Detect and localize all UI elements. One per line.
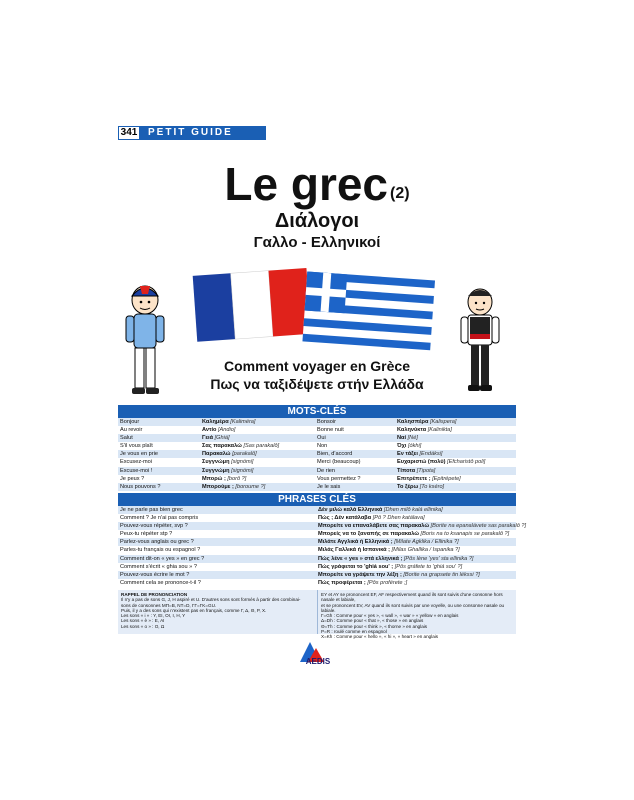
- table-row: [118, 426, 516, 434]
- pronunciation-left-column: [118, 590, 317, 634]
- greek-word: Μπορώ ;: [202, 475, 226, 482]
- table-row: [118, 450, 516, 458]
- transliteration: [Kaliméra]: [230, 419, 256, 425]
- table-row: [118, 514, 516, 522]
- pronunciation-line: Γ=Gh : Comme pour « yes », « wall », « war » « yellow » en anglais: [321, 613, 459, 619]
- transliteration: [ókhi]: [407, 443, 422, 450]
- greek-phrase: Μπορείτε να επαναλάβετε σας παρακαλώ: [318, 523, 430, 530]
- mots-cles-table: [118, 418, 516, 491]
- greek-word-cell: [200, 426, 315, 434]
- pronunciation-heading: RAPPEL DE PRONONCIATION: [121, 592, 188, 597]
- greek-flag: [302, 272, 435, 351]
- french-word: Je vous en prie: [120, 451, 158, 458]
- transliteration: [Pô ? Dhen katálava]: [372, 515, 425, 522]
- french-word: Au revoir: [120, 427, 143, 434]
- greek-word: Γειά: [202, 435, 214, 442]
- greek-word: Καλησπέρα: [397, 419, 429, 425]
- pronunciation-line: Il n'y a pas de sons G, J, H aspiré et U. D'autres sons sont formés à partir des combinai-: [121, 597, 301, 603]
- table-row: [118, 571, 516, 579]
- table-row: [118, 555, 516, 563]
- greek-word: Συγγνώμη: [202, 459, 230, 466]
- table-row: [118, 546, 516, 554]
- greek-phrase: Πώς προφέρεται ;: [318, 579, 366, 586]
- greek-word: Όχι: [397, 443, 407, 450]
- pronunciation-line: Les sons « è » : Ε, ΑΙ: [121, 618, 165, 624]
- guide-header-bar: [118, 126, 266, 140]
- greek-word: Μπορούμε ;: [202, 483, 234, 490]
- transliteration: [Borite na epanalávete sas parakalô ?]: [430, 523, 527, 530]
- greek-phrase-cell: [316, 530, 516, 538]
- greek-phrase-cell: [316, 579, 516, 587]
- french-word: Bonne nuit: [317, 427, 344, 434]
- french-word: De rien: [317, 467, 336, 474]
- transliteration: [Ghiá]: [214, 435, 230, 442]
- greek-word-cell: [200, 458, 315, 466]
- greek-word: Σας παρακαλώ: [202, 443, 242, 450]
- french-word: Merci (beaucoup): [317, 459, 361, 466]
- greek-phrase: Δέν μιλώ καλά Ελληνικά: [318, 507, 383, 513]
- greek-phrase: Μιλάς Γαλλικά ή Ισπανικά ;: [318, 547, 391, 554]
- greek-phrase: Πώς ; Δέν κατάλαβα: [318, 515, 372, 522]
- transliteration: [Milas Ghallika / Ispanika ?]: [391, 547, 460, 554]
- greek-phrase-cell: [316, 538, 516, 546]
- table-row: [118, 483, 516, 491]
- transliteration: [borô ?]: [227, 475, 247, 482]
- table-row: [118, 418, 516, 426]
- french-phrase: Parlez-vous anglais ou grec ?: [120, 539, 194, 546]
- transliteration: [Né]: [407, 435, 418, 442]
- transliteration: [parakalô]: [232, 451, 257, 458]
- french-word: Bonjour: [120, 419, 140, 425]
- french-word: Bien, d'accord: [317, 451, 353, 458]
- table-row: [118, 434, 516, 442]
- subtitle-greek-2: Γαλλο - Ελληνικοί: [253, 234, 381, 251]
- transliteration: [Boris na to ksanapis se parakalô ?]: [420, 531, 510, 538]
- svg-text:AEDIS: AEDIS: [305, 657, 331, 666]
- pronunciation-line: et se prononcent EV, AV quand ils sont suivis par une voyelle, ou une consonne nasale ou labiale.: [321, 602, 505, 613]
- transliteration: [Efcharistô poli]: [447, 459, 486, 466]
- greek-word-cell: [395, 418, 516, 426]
- transliteration: [signómi]: [231, 467, 254, 474]
- transliteration: [Pôs lène 'yes' sta ellinika ?]: [403, 555, 474, 562]
- table-row: [118, 522, 527, 530]
- greek-phrase-cell: [316, 506, 516, 514]
- greek-word: Ευχαριστώ (πολύ): [397, 459, 446, 466]
- greek-phrase: Πώς λένε « yes » στά ελληνικά ;: [318, 555, 403, 562]
- french-word: Salut: [120, 435, 133, 442]
- greek-word-cell: [395, 483, 516, 491]
- transliteration: [Endáksi]: [419, 451, 443, 458]
- french-phrase: Pouvez-vous répéter, svp ?: [120, 523, 188, 530]
- greek-word: Αντίο: [202, 427, 217, 434]
- greek-phrase-cell: [316, 546, 516, 554]
- french-word: Excuse-moi !: [120, 467, 153, 474]
- greek-phrase-cell: [316, 563, 516, 571]
- greek-word-cell: [395, 450, 516, 458]
- pronunciation-line: Θ=Th : Comme pour « think », « thorne » en anglais: [321, 623, 428, 629]
- pronunciation-line: Χ=Kh : Comme pour « hello », « hi », « heart » en anglais: [321, 634, 439, 640]
- table-row: [118, 467, 516, 475]
- guide-label: PETIT GUIDE: [148, 127, 233, 138]
- greek-word-cell: [200, 434, 315, 442]
- transliteration: [Borite na grapsete tin lékssi ?]: [403, 571, 480, 578]
- french-flag: [193, 268, 311, 342]
- transliteration: [Sas parakalô]: [243, 443, 280, 450]
- french-word: Je le sais: [317, 483, 341, 490]
- greek-word-cell: [395, 434, 516, 442]
- greek-word-cell: [395, 467, 516, 475]
- greek-word: Το ξέρω: [397, 483, 419, 490]
- greek-phrase: Πώς γράφεται το 'ghiá sou' ;: [318, 563, 394, 570]
- table-row: [118, 530, 516, 538]
- greek-word: Τίποτα: [397, 467, 416, 474]
- greek-word-cell: [200, 450, 315, 458]
- pronunciation-line: Les sons « i » : Υ, ΕΙ, ΟΙ, Ι, Η, Υ: [121, 613, 186, 619]
- greek-phrase-cell: [316, 555, 516, 563]
- french-word: Nous pouvons ?: [120, 483, 161, 490]
- greek-word: Ναί: [397, 435, 407, 442]
- table-row: [118, 563, 516, 571]
- greek-word: Επιτρέπετε ;: [397, 475, 431, 482]
- table-row: [118, 538, 516, 546]
- french-phrase: Peux-tu répéter stp ?: [120, 531, 173, 538]
- greek-phrase-cell: [316, 522, 527, 530]
- french-word: S'il vous plaît: [120, 443, 153, 450]
- french-word: Je peux ?: [120, 475, 145, 482]
- transliteration: [Kalispera]: [429, 419, 457, 425]
- french-word: Vous permettez ?: [317, 475, 361, 482]
- greek-phrase: Μπορείτε να γράψετε την λέξη ;: [318, 571, 402, 578]
- transliteration: [Dhen milô kalá ellinika]: [383, 507, 443, 513]
- flags-illustration: [190, 262, 440, 362]
- pronunciation-line: Ρ=R : roulé comme en espagnol: [321, 629, 387, 635]
- transliteration: [Tipota]: [416, 467, 436, 474]
- greek-word-cell: [395, 426, 516, 434]
- table-row: [118, 579, 516, 587]
- mots-cles-heading: MOTS-CLÉS: [118, 405, 516, 418]
- greek-word-cell: [200, 418, 315, 426]
- greek-phrase: Μιλάτε Αγγλικά ή Ελληνικά ;: [318, 539, 393, 546]
- greek-word: Παρακαλώ: [202, 451, 231, 458]
- greek-word-cell: [395, 442, 516, 450]
- french-phrase: Pouvez-vous écrire le mot ?: [120, 571, 190, 578]
- transliteration: [Andio]: [217, 427, 236, 434]
- french-phrase: Comment s'écrit « ghia sou » ?: [120, 563, 197, 570]
- pronunciation-right-column: [317, 590, 516, 640]
- table-row: [118, 442, 516, 450]
- pronunciation-line: EY et AY se prononcent EF, AF respectivement quand ils sont suivis d'une consonne hors nasale et labiale,: [321, 592, 503, 603]
- table-row: [118, 458, 516, 466]
- greek-word-cell: [200, 483, 315, 491]
- transliteration: [Epitrépete]: [432, 475, 461, 482]
- pronunciation-line: Puis, il y a des sons qui n'existent pas en français, comme Γ, Δ, Θ, Ρ, Χ.: [121, 607, 267, 613]
- transliteration: [boroume ?]: [235, 483, 266, 490]
- french-word: Excusez-moi: [120, 459, 153, 466]
- greek-word-cell: [395, 458, 516, 466]
- greek-word: Καληνύκτα: [397, 427, 427, 434]
- tagline-french: Comment voyager en Grèce: [224, 358, 410, 374]
- greek-word-cell: [395, 475, 516, 483]
- phrases-cles-table: [118, 506, 527, 587]
- transliteration: [Pôs gráfete to 'ghiá sou' ?]: [394, 563, 463, 570]
- pronunciation-line: sons de consonnes ΜΠ=B, ΝΤ=D, ΓΓ=ΓΚ=GU.: [121, 602, 217, 608]
- pronunciation-line: Δ=Dh : Comme pour « that », « those » en anglais: [321, 618, 424, 624]
- subtitle-greek: Διάλογοι: [274, 210, 360, 232]
- tagline-greek: Πως να ταξιδέψετε στήν Ελλάδα: [210, 376, 424, 392]
- pronunciation-reminder: [118, 590, 516, 640]
- french-word: Bonsoir: [317, 419, 336, 425]
- greek-word-cell: [200, 467, 315, 475]
- transliteration: [Pôs proférete ;]: [367, 579, 408, 586]
- greek-word: Συγγνώμη: [202, 467, 230, 474]
- aedis-logo: [296, 640, 340, 666]
- french-word: Oui: [317, 435, 326, 442]
- greek-word: Καλημέρα: [202, 419, 229, 425]
- french-phrase: Comment cela se prononce-t-il ?: [120, 579, 201, 586]
- transliteration: [Milate Agklika / Ellinika ?]: [394, 539, 459, 546]
- french-word: Non: [317, 443, 328, 450]
- transliteration: [Kalinikta]: [427, 427, 452, 434]
- phrases-cles-heading: PHRASES CLÉS: [118, 493, 516, 506]
- pronunciation-line: Les sons « o » : Ο, Ω: [121, 623, 165, 629]
- greek-word-cell: [200, 442, 315, 450]
- french-phrase: Comment ? Je n'ai pas compris: [120, 515, 199, 522]
- transliteration: [signómi]: [231, 459, 254, 466]
- greek-word: Εν τάξει: [397, 451, 418, 458]
- table-row: [118, 506, 516, 514]
- title-suffix: (2): [390, 185, 410, 202]
- french-phrase: Je ne parle pas bien grec: [120, 507, 183, 513]
- transliteration: [To kséro]: [419, 483, 445, 490]
- title-main: Le grec: [224, 158, 389, 210]
- french-phrase: Comment dit-on « yes » en grec ?: [120, 555, 205, 562]
- greek-phrase-cell: [316, 514, 516, 522]
- greek-word-cell: [200, 475, 315, 483]
- french-phrase: Parles-tu français ou espagnol ?: [120, 547, 201, 554]
- guide-number: 341: [118, 126, 140, 140]
- greek-phrase: Μπορείς να το ξαναπής σε παρακαλώ: [318, 531, 419, 538]
- greek-phrase-cell: [316, 571, 516, 579]
- table-row: [118, 475, 516, 483]
